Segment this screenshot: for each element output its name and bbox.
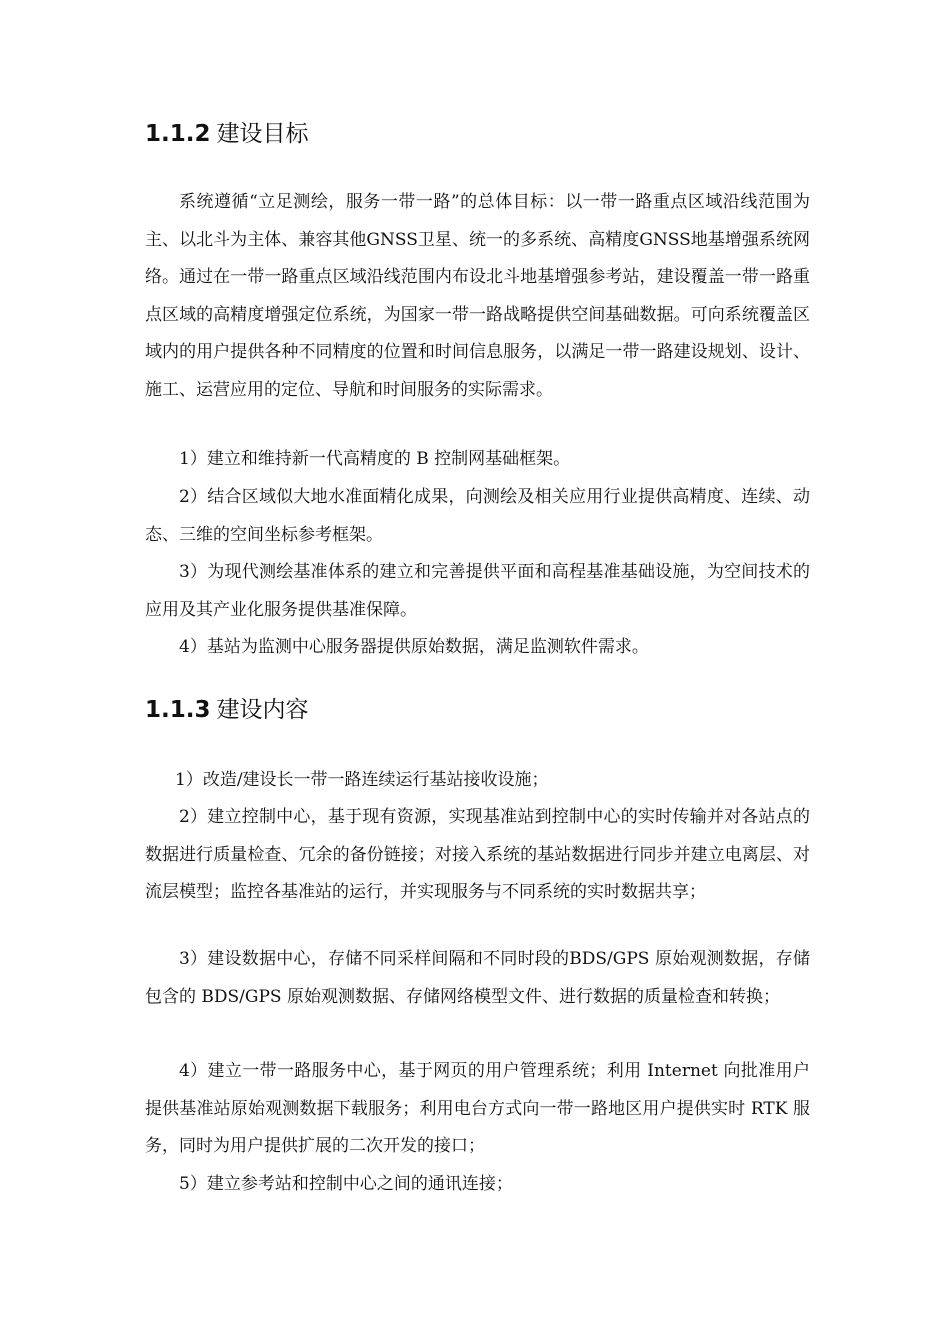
section-number: 1.1.3	[145, 697, 211, 723]
section-title: 建设内容	[216, 697, 309, 723]
goals-intro-paragraph: 系统遵循“立足测绘，服务一带一路”的总体目标：以一带一路重点区域沿线范围为主、以北斗为主体、兼容其他GNSS卫星、统一的多系统、高精度GNSS地基增强系统网络。通过在一带一路重点区域沿线范围内布设北斗地基增强参考站，建设覆盖一带一路重点区域的高精度增强定位系统，为国家一带一路战略提供空间基础数据。可向系统覆盖区域内的用户提供各种不同精度的位置和时间信息服务，以满足一带一路建设规划、设计、施工、运营应用的定位、导航和时间服务的实际需求。	[145, 192, 810, 400]
section-heading-goals	[145, 118, 309, 150]
content-item-4: 4）建立一带一路服务中心，基于网页的用户管理系统；利用 Internet 向批准用户提供基准站原始观测数据下载服务；利用电台方式向一带一路地区用户提供实时 RTK 服务，同时为用户提供扩展的二次开发的接口；	[145, 1061, 810, 1156]
content-item-3: 3）建设数据中心，存储不同采样间隔和不同时段的BDS/GPS 原始观测数据，存储包含的 BDS/GPS 原始观测数据、存储网络模型文件、进行数据的质量检查和转换；	[145, 949, 810, 1007]
goals-item-2: 2）结合区域似大地水准面精化成果，向测绘及相关应用行业提供高精度、连续、动态、三维的空间坐标参考框架。	[145, 487, 810, 545]
goals-item-3: 3）为现代测绘基准体系的建立和完善提供平面和高程基准基础设施，为空间技术的应用及其产业化服务提供基准保障。	[145, 562, 810, 620]
section-title: 建设目标	[216, 121, 309, 147]
goals-item-4: 4）基站为监测中心服务器提供原始数据，满足监测软件需求。	[179, 637, 649, 657]
section-number: 1.1.2	[145, 121, 211, 147]
content-item-2: 2）建立控制中心，基于现有资源，实现基准站到控制中心的实时传输并对各站点的数据进行质量检查、冗余的备份链接；对接入系统的基站数据进行同步并建立电离层、对流层模型；监控各基准站的运行，并实现服务与不同系统的实时数据共享；	[145, 807, 810, 902]
content-item-5: 5）建立参考站和控制中心之间的通讯连接；	[179, 1174, 513, 1194]
goals-item-1: 1）建立和维持新一代高精度的 B 控制网基础框架。	[179, 449, 571, 469]
section-heading-content	[145, 694, 309, 726]
content-item-1: 1）改造/建设长一带一路连续运行基站接收设施；	[175, 770, 549, 790]
